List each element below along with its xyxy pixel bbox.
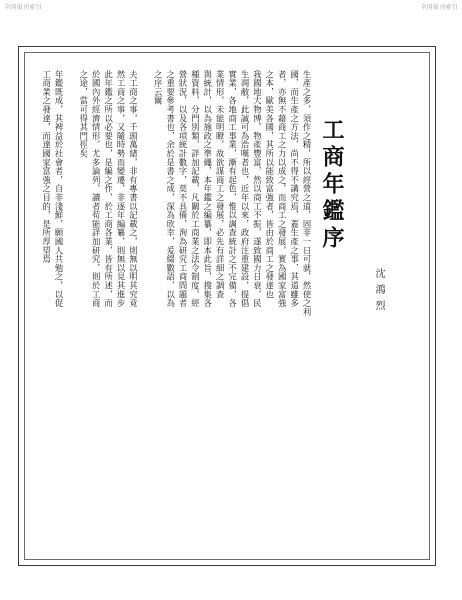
text-column: 然工商之事，又隨時勢而變遷，非逐年編纂，則無以見其進步 [116,70,126,308]
text-column: 與統計，以為施政之準繩，本年鑑之編纂，即本此旨，搜集各 [202,70,213,308]
text-column: 工商業之發達，而達國家富強之目的，是所厚望焉 [41,70,52,264]
text-column: 夫工商之事，千頭萬緒，非有專書以記載之，則無以明其究竟 [128,70,139,308]
text-column: 此年鑑之所以必要也，是編之作，於工商各業，皆有所述，而 [103,70,114,308]
text-column: 之途，當可得其門徑矣 [78,70,89,158]
document-author: 沈鴻烈 [373,268,384,316]
text-column: 者，亦無不藉商工之力以成之，而商工之發展，實為國家富強 [277,70,288,308]
text-column: 之重要參考書也，余於是書之成，深為欣幸，爰綴數語，以為 [165,70,176,308]
text-column: 種資料，分門別類，詳加記載，凡關於工商業之法令制度，經 [190,70,201,308]
text-column: 生凋敝，此誠可為浩嘆者也，近年以來，政府注重建設，提倡 [240,70,250,308]
text-column: 我國地大物博，物產豐富，然以商工不振，遂致國力日衰，民 [252,70,263,308]
watermark-right: 全国报刊索引 [420,4,458,11]
text-column: 實業，各地商工事業，漸有起色，惟以調查統計之不完備，各 [227,70,238,308]
text-column: 業情形，未能明瞭，故欲謀商工之發展，必先有詳細之調查 [215,70,226,299]
text-column: 之序云爾 [153,70,164,106]
text-column: 生產之多，須作之精，所以經營之道，固非一日可就，然使之利 [302,70,312,317]
text-column: 之本，歐美各國，其所以能致富強者，皆由於商工之發達也 [264,70,275,299]
text-column: 國，而生產之方法，尚不得不講究焉，蓋生產之事，其道雖多 [289,70,300,308]
document-title: 工商年鑑序 [319,118,345,253]
text-column: 營狀況，以及各項統計數字，莫不具備，洵為研究工商問題者 [178,70,188,308]
text-column: 於國內外經濟情形，尤多論列，讀者苟能詳加研究，則於工商 [91,70,102,308]
watermark-left: 全国报刊索引 [4,4,42,11]
top-bar [0,0,462,14]
text-column: 年鑑既成，其裨益於社會者，自非淺鮮，願國人共勉之，以促 [54,70,64,308]
